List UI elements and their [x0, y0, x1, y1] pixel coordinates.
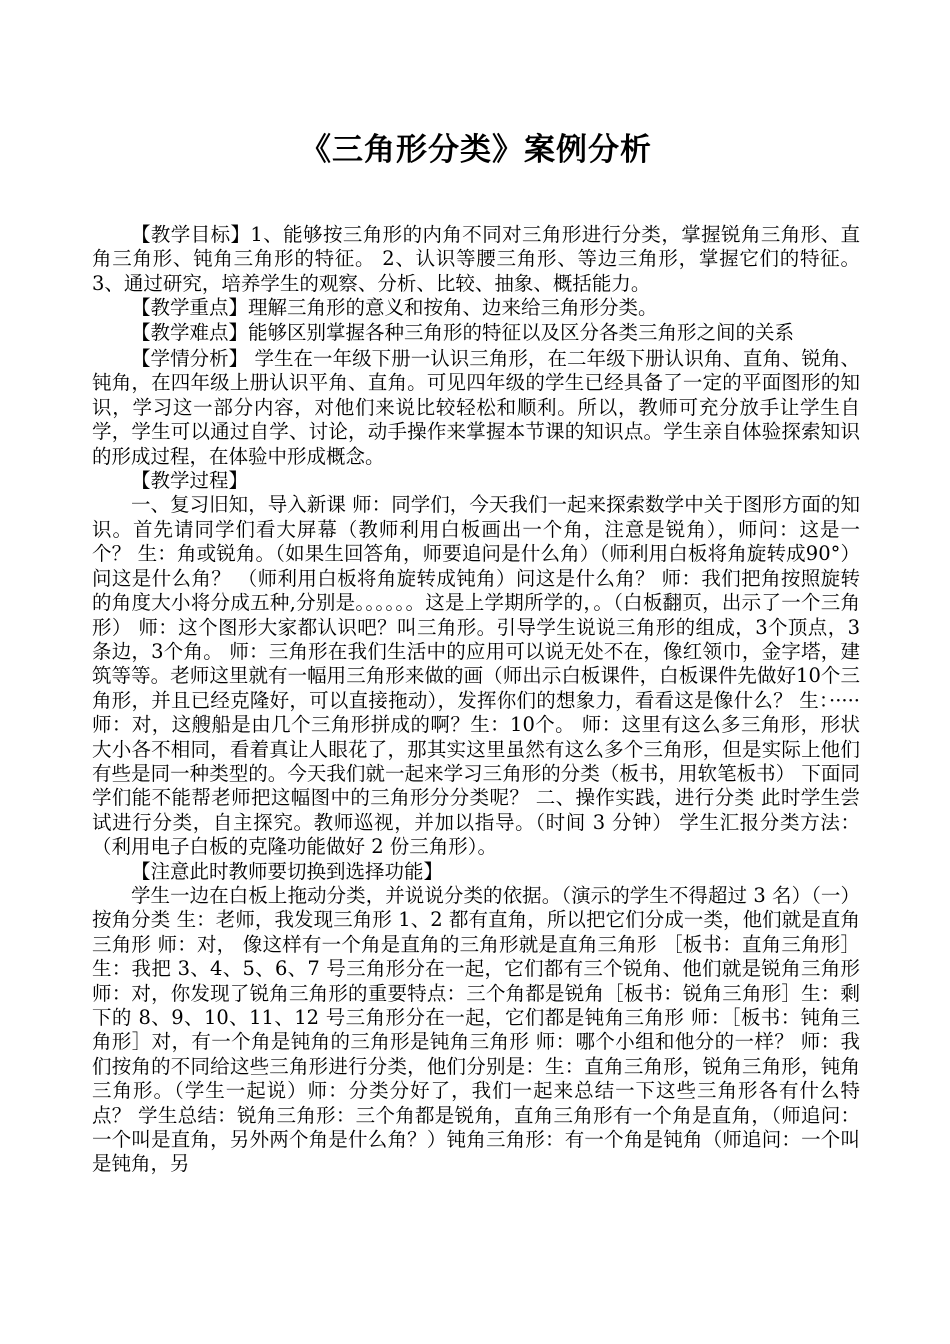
paragraph-student-analysis: 【学情分析】 学生在一年级下册一认识三角形，在二年级下册认识角、直角、锐角、钝角，在四年级上册认识平角、直角。可见四年级的学生已经具备了一定的平面图形的知识，学习这一部分内容，对他们来说比较轻松和顺利。所以，教师可充分放手让学生自学，学生可以通过自学、讨论，动手操作来掌握本节课的知识点。学生亲自体验探索知识的形成过程，在体验中形成概念。 — [92, 347, 860, 468]
paragraph-teaching-process-heading: 【教学过程】 — [131, 469, 249, 493]
document-body — [92, 223, 860, 1177]
paragraph-teaching-process: 一、复习旧知，导入新课 师：同学们，今天我们一起来探索数学中关于图形方面的知识。首先请同学们看大屏幕（教师利用白板画出一个角，注意是锐角），师问：这是一个？ 生：角或锐角。（如果生回答角，师要追问是什么角）（师利用白板将角旋转成90°）问这是什么角？ （师利用白板将角旋转成钝角）问这是什么角？ 师：我们把角按照旋转的角度大小将分成五种,分别是。。。。。。这是上学期所学的，。（白板翻页，出示了一个三角形） 师：这个图形大家都认识吧？叫三角形。引导学生说说三角形的组成，3个顶点，3条边，3个角。 师：三角形在我们生活中的应用可以说无处不在，像红领巾，金字塔，建筑等等。老师这里就有一幅用三角形来做的画（师出示白板课件，白板课件先做好10个三角形，并且已经克隆好，可以直接拖动），发挥你们的想象力，看看这是像什么？ 生：····· 师：对，这艘船是由几个三角形拼成的啊？生：10个。 师：这里有这么多三角形，形状大小各不相同，看着真让人眼花了，那其实这里虽然有这么多个三角形，但是实际上他们有些是同一种类型的。今天我们就一起来学习三角形的分类（板书，用软笔板书） 下面同学们能不能帮老师把这幅图中的三角形分分类呢？ 二、操作实践，进行分类 此时学生尝试进行分类，自主探究。教师巡视，并加以指导。（时间 3 分钟） 学生汇报分类方法： （利用电子白板的克隆功能做好 2 份三角形）。 — [92, 493, 860, 859]
paragraph-teaching-difficulty: 【教学难点】能够区别掌握各种三角形的特征以及区分各类三角形之间的关系 — [131, 320, 795, 344]
paragraph-classification: 学生一边在白板上拖动分类，并说说分类的依据。（演示的学生不得超过 3 名）（一）按角分类 生：老师，我发现三角形 1、2 都有直角，所以把它们分成一类，他们就是直角三角形 师：对， 像这样有一个角是直角的三角形就是直角三角形 ［板书：直角三角形］ 生：我把 3、4、5、6、7 号三角形分在一起，它们都有三个锐角、他们就是锐角三角形 师：对，你发现了锐角三角形的重要特点：三个角都是锐角［板书：锐角三角形］生：剩下的 8、9、10、11、12 号三角形分在一起，它们都是钝角三角形 师：［板书：钝角三角形］对，有一个角是钝角的三角形是钝角三角形 师：哪个小组和他分的一样？ 师：我们按角的不同给这些三角形进行分类，他们分别是：生：直角三角形，锐角三角形，钝角三角形。（学生一起说）师：分类分好了，我们一起来总结一下这些三角形各有什么特点？ 学生总结：锐角三角形：三个角都是锐角，直角三角形有一个角是直角，（师追问：一个叫是直角，另外两个角是什么角？）钝角三角形：有一个角是钝角（师追问：一个叫是钝角，另 — [92, 883, 860, 1176]
paragraph-note: 【注意此时教师要切换到选择功能】 — [131, 859, 444, 883]
document-title: 《三角形分类》案例分析 — [300, 132, 652, 168]
paragraph-teaching-goals: 【教学目标】1、能够按三角形的内角不同对三角形进行分类，掌握锐角三角形、直角三角形、钝角三角形的特征。 2、认识等腰三角形、等边三角形，掌握它们的特征。 3、通过研究，培养学生的观察、分析、比较、抽象、概括能力。 — [92, 223, 860, 295]
paragraph-teaching-focus: 【教学重点】理解三角形的意义和按角、边来给三角形分类。 — [131, 296, 658, 320]
document-page — [92, 0, 860, 1177]
